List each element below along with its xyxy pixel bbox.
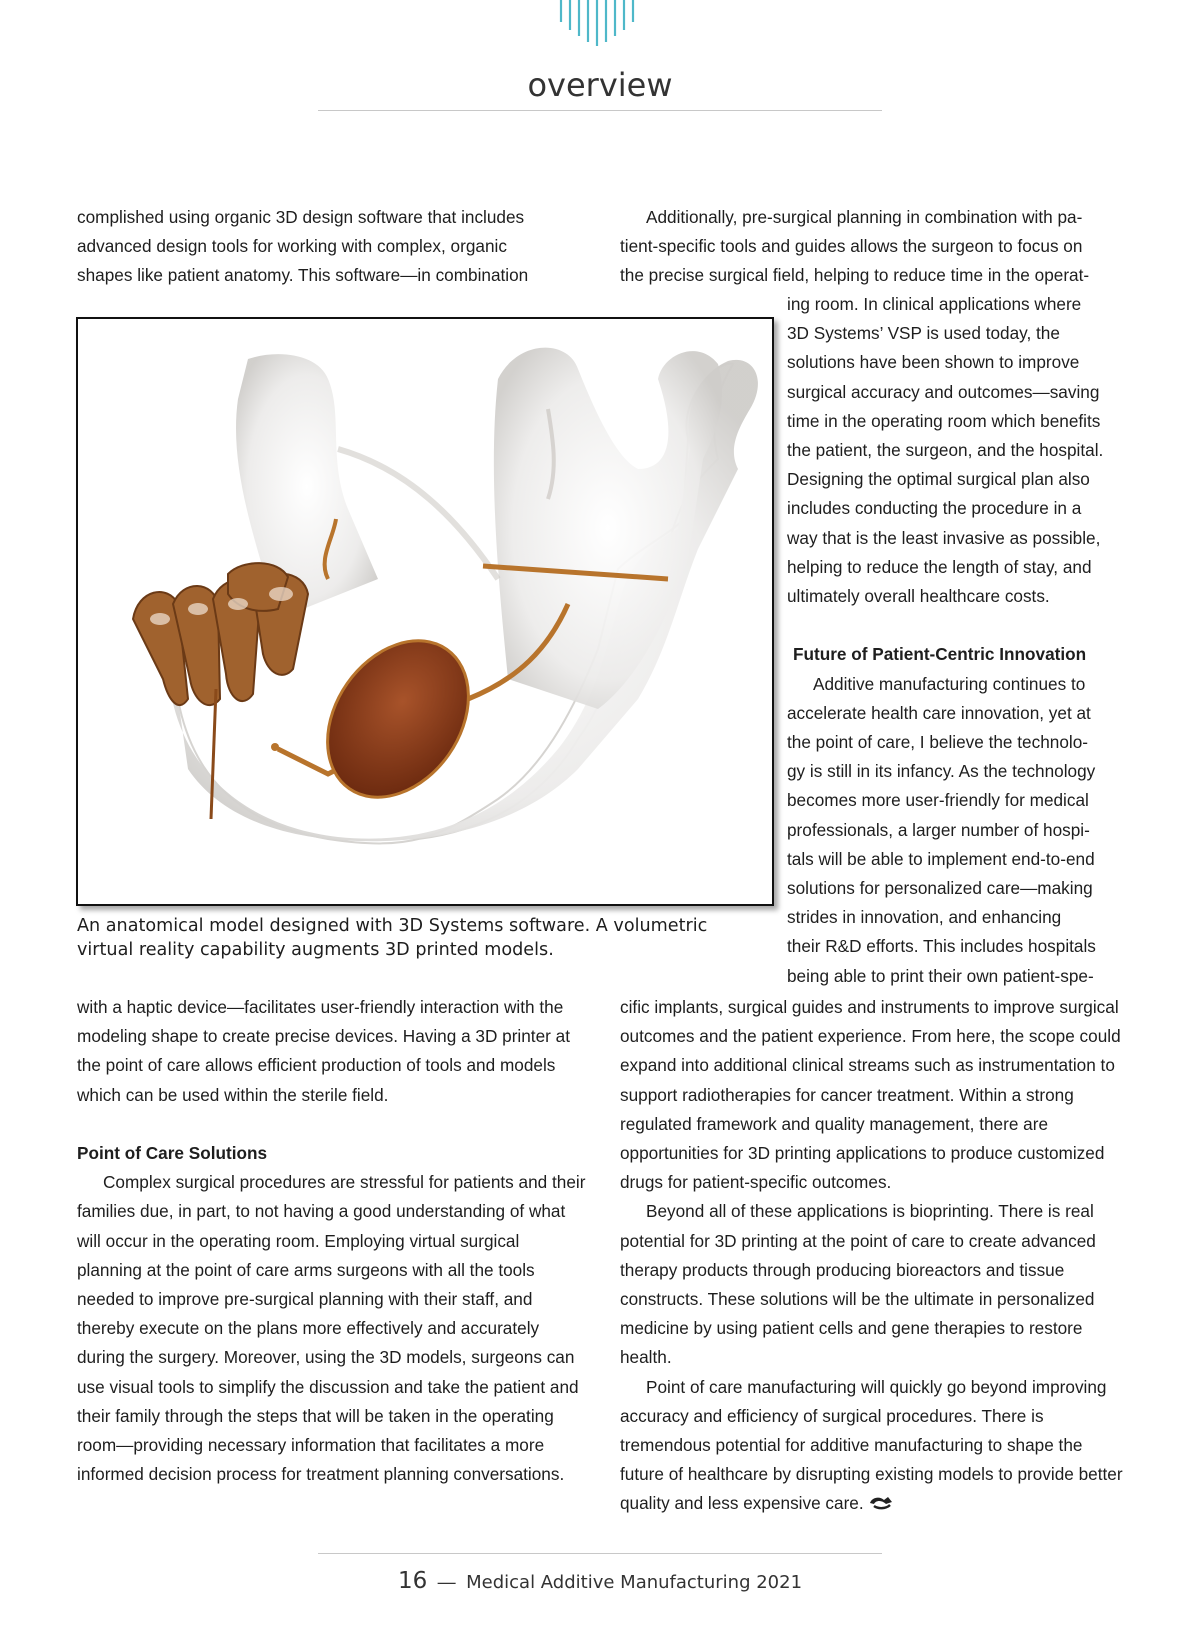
text-line: surgical accuracy and outcomes—saving — [787, 381, 1100, 402]
header-stripes-icon — [557, 0, 645, 50]
right-column-narrow — [787, 290, 1117, 991]
text-line: ultimately overall healthcare costs. — [787, 586, 1050, 607]
section-heading: Point of Care Solutions — [77, 1143, 268, 1163]
page-footer — [0, 1568, 1200, 1594]
jaw-model-figure — [76, 317, 774, 906]
paragraph: Complex surgical procedures are stressful for patients and their families due, in part, to not having a good understanding of what will occur in the operating room. Employing virtual surgical planning at the point of care arms surgeons with all the tools needed to improve pre-surgical planning with their staff, and thereby execute on the plans more effectively and accurately during the surgery. Moreover, using the 3D models, surgeons can use visual tools to simplify the discussion and take the patient and their family through the steps that will be taken in the operating room—providing necessary information that facilitates a more informed decision process for treatment planning conversations. — [77, 1172, 586, 1485]
right-column-lower — [620, 993, 1128, 1519]
left-column-top — [77, 203, 597, 291]
paragraph: Beyond all of these applications is bioprinting. There is real potential for 3D printing at the point of care to create advanced therapy products through producing bioreactors and tissue constructs. These solutions will be the ultimate in personalized medicine by using patient cells and gene therapies to restore health. — [620, 1201, 1096, 1368]
jaw-model-image — [78, 319, 772, 904]
footer-separator: — — [437, 1572, 456, 1592]
text-line: solutions have been shown to improve — [787, 352, 1080, 373]
text-line: the patient, the surgeon, and the hospital. — [787, 440, 1104, 461]
text-line: advanced design tools for working with complex, organic — [77, 236, 507, 257]
publication-name: Medical Additive Manufacturing 2021 — [466, 1572, 803, 1593]
paragraph: cific implants, surgical guides and instruments to improve surgical outcomes and the patient experience. From here, the scope could expand into additional clinical streams such as instrumentation to support radiotherapies for cancer treatment. Within a strong regulated framework and quality management, there are opportunities for 3D printing applications to produce customized drugs for patient-specific outcomes. — [620, 997, 1121, 1193]
text-line: the precise surgical field, helping to reduce time in the operat- — [620, 265, 1090, 286]
text-line: tals will be able to implement end-to-end — [787, 848, 1095, 869]
text-line: Designing the optimal surgical plan also — [787, 469, 1090, 490]
footer-divider — [318, 1553, 882, 1554]
page-section-title: overview — [527, 66, 673, 104]
text-line: includes conducting the procedure in a — [787, 498, 1082, 519]
text-line: helping to reduce the length of stay, and — [787, 556, 1092, 577]
paragraph-final — [620, 1373, 1128, 1519]
end-of-article-icon — [868, 1495, 894, 1511]
text-line: shapes like patient anatomy. This software—in combination — [77, 265, 529, 286]
text-line: Additive manufacturing continues to — [813, 673, 1086, 694]
section-heading: Future of Patient-Centric Innovation — [793, 644, 1087, 665]
text-line: accelerate health care innovation, yet at — [787, 702, 1091, 723]
paragraph-text: Point of care manufacturing will quickly go beyond improving accuracy and efficiency of surgical procedures. There is tremendous potential for additive manufacturing to shape the future of healthcare by disrupting existing models to provide better quality and less expensive care. — [620, 1376, 1123, 1514]
text-line: solutions for personalized care—making — [787, 878, 1093, 899]
text-line: being able to print their own patient-spe- — [787, 965, 1094, 986]
text-line: gy is still in its infancy. As the technology — [787, 761, 1096, 782]
text-line: strides in innovation, and enhancing — [787, 907, 1062, 928]
header-divider — [318, 110, 882, 111]
text-line: way that is the least invasive as possible, — [787, 527, 1101, 548]
text-line: ing room. In clinical applications where — [787, 294, 1082, 314]
left-column-lower — [77, 993, 587, 1489]
text-line: becomes more user-friendly for medical — [787, 790, 1089, 811]
page-number: 16 — [397, 1568, 428, 1594]
text-line: complished using organic 3D design software that includes — [77, 207, 525, 227]
text-line: their R&D efforts. This includes hospitals — [787, 936, 1096, 957]
text-line: Additionally, pre-surgical planning in combination with pa- — [646, 207, 1083, 227]
text-line: tient-specific tools and guides allows the surgeon to focus on — [620, 236, 1083, 257]
text-line: the point of care, I believe the technolo- — [787, 732, 1088, 753]
text-line: 3D Systems’ VSP is used today, the — [787, 323, 1060, 344]
paragraph: with a haptic device—facilitates user-friendly interaction with the modeling shape to create precise devices. Having a 3D printer at the point of care allows efficient production of tools and models which can be used within the sterile field. — [77, 997, 570, 1105]
figure-caption: An anatomical model designed with 3D Systems software. A volumetric virtual reality capability augments 3D printed models. — [77, 916, 708, 960]
right-column-top — [620, 203, 1130, 291]
text-line: time in the operating room which benefits — [787, 410, 1101, 431]
text-line: professionals, a larger number of hospi- — [787, 819, 1090, 840]
